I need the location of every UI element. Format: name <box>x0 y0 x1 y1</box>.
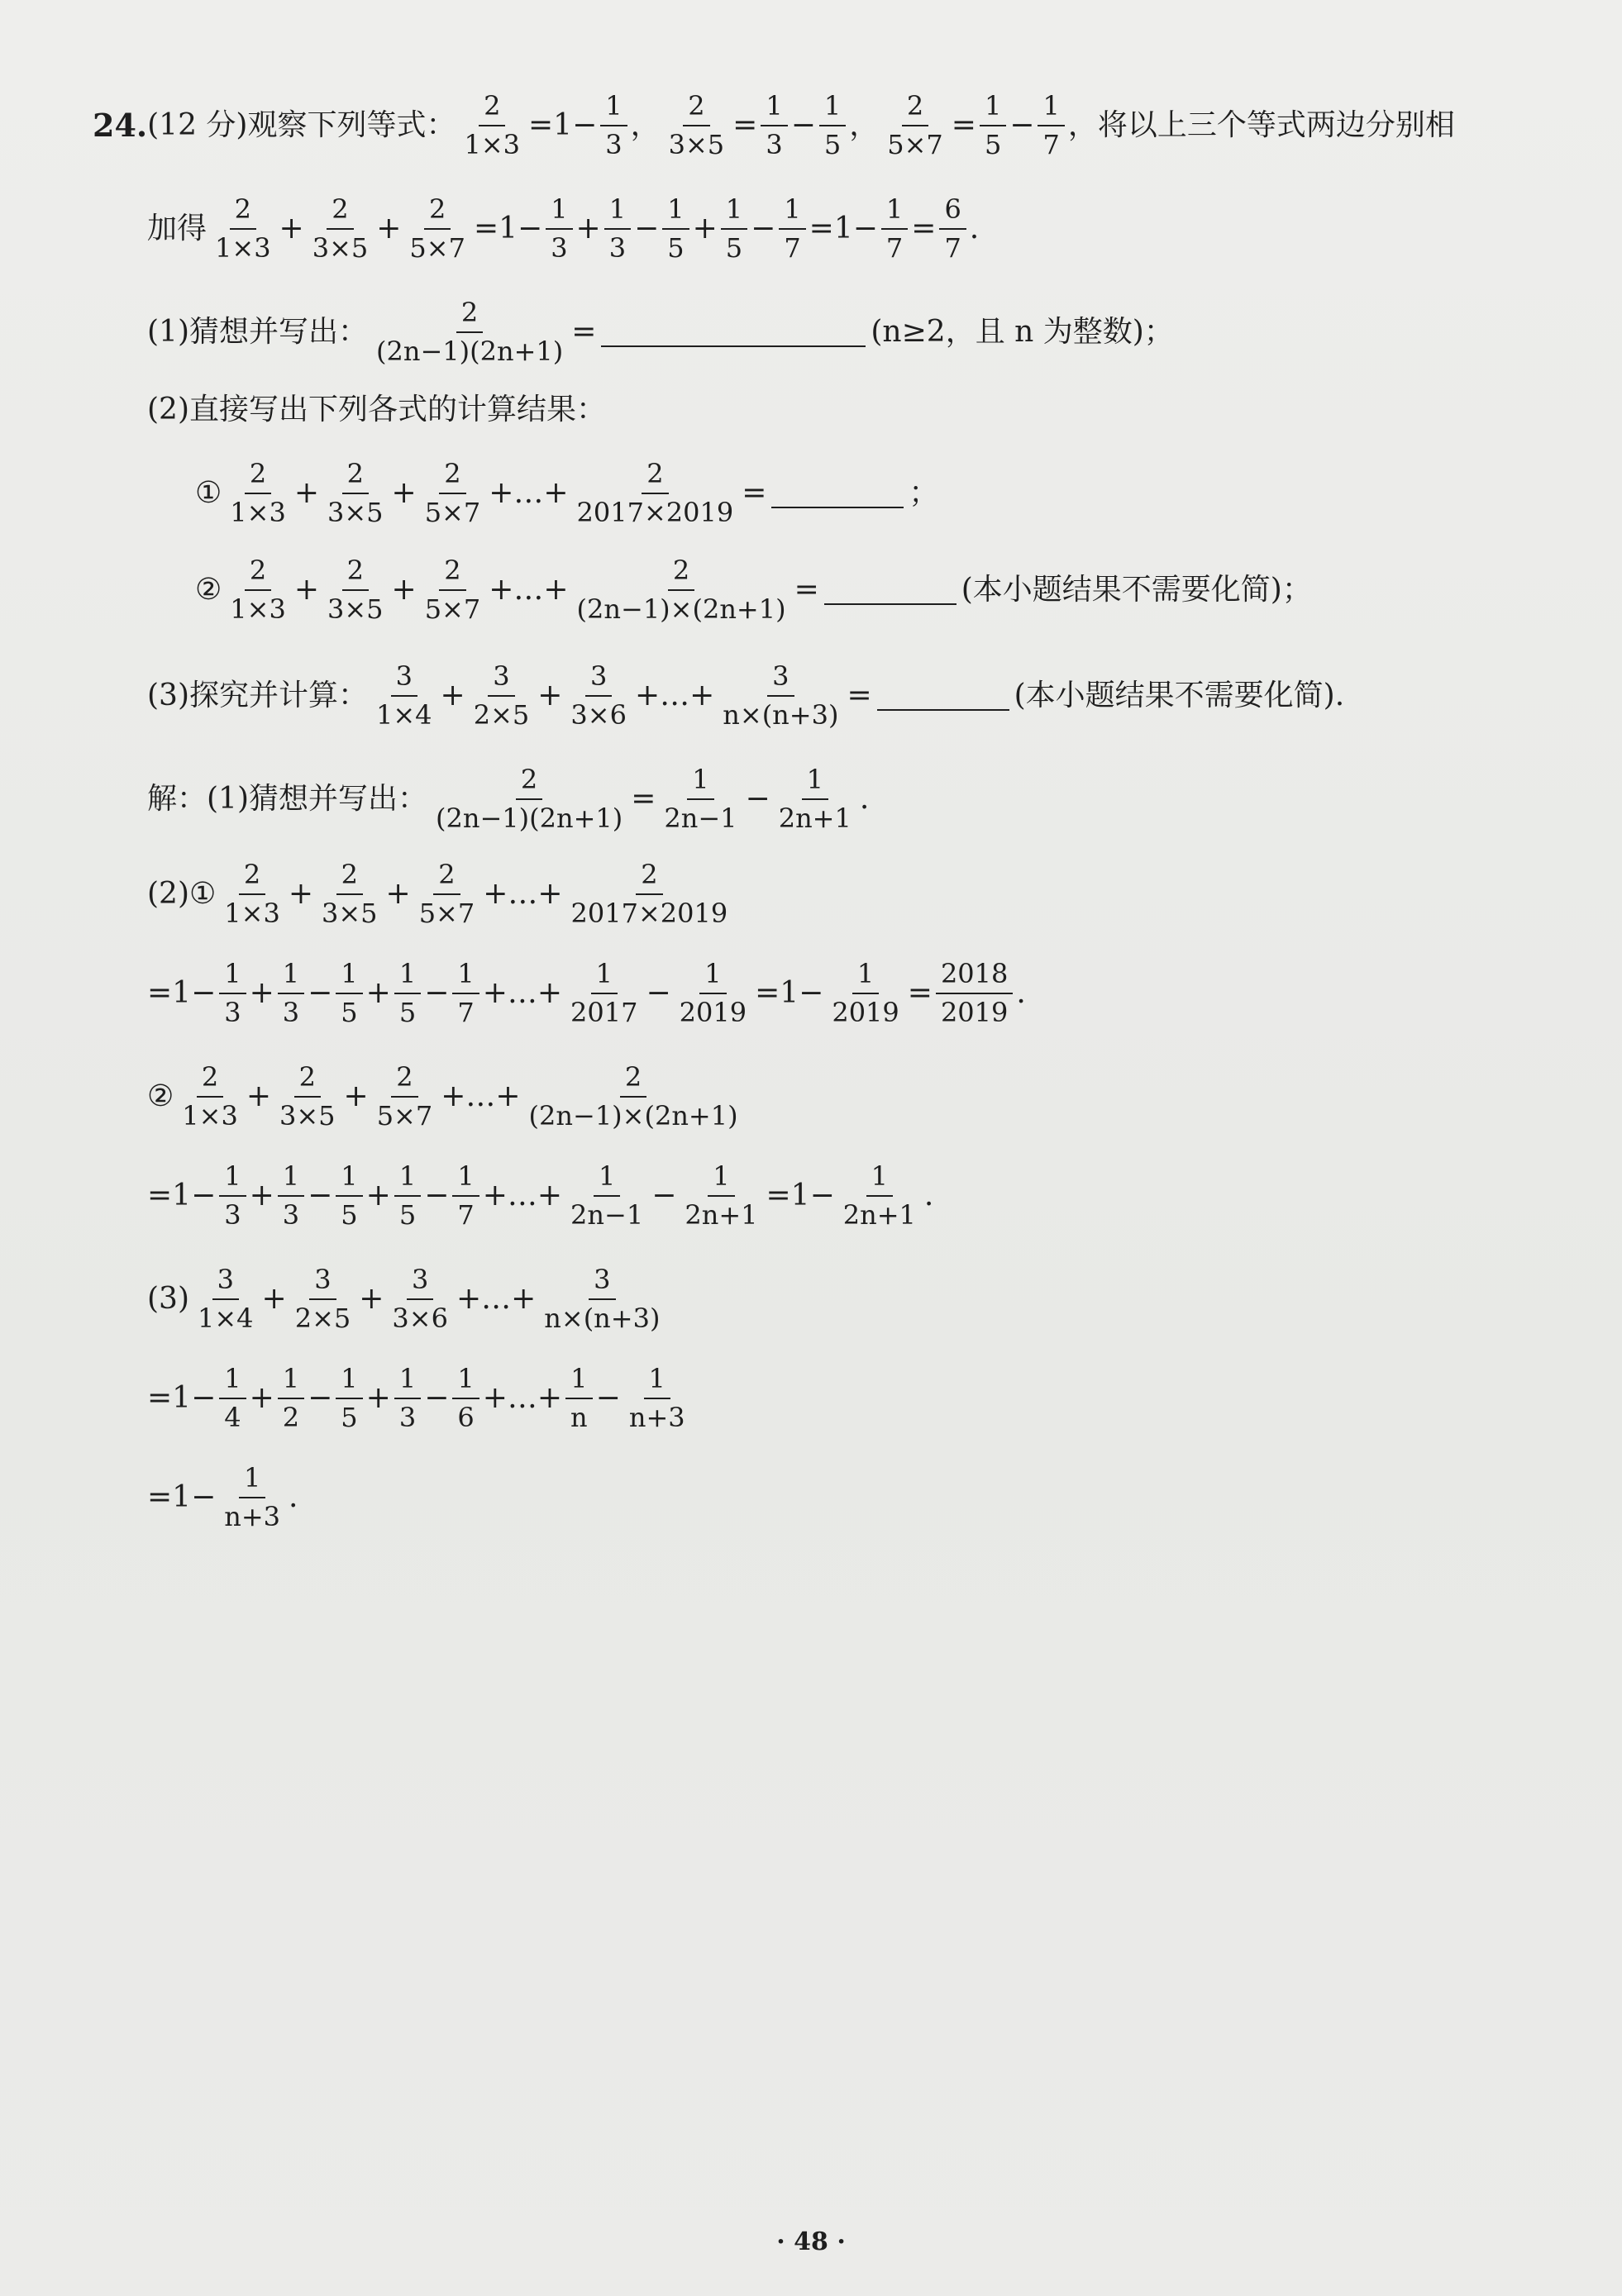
question-line-1: 24. (12 分) 观察下列等式： $\frac{2}{1\times 3}$ =1− $\frac{1}{3}$ ， $\frac{2}{3\times 5}$ = $\frac{1}{3}$ − $\frac{1}{5}$ ， $\frac{2}{5\times 7}$ = $\frac{1}{5}$ − $\frac{1}{7}$ ，将以上三个等式两边分别相 <box>93 90 1455 160</box>
answer-blank[interactable] <box>877 707 1009 711</box>
fraction: $\frac{2}{3\times 5}$ <box>327 555 384 625</box>
fraction: $\frac{3}{n\times(n+3)}$ <box>723 660 839 731</box>
fraction: $\frac{3}{2\times 5}$ <box>294 1264 351 1334</box>
fraction: $\frac{1}{5}$ <box>819 91 846 160</box>
fraction: $\frac{1}{3}$ <box>278 959 304 1028</box>
part-3-label: (3)探究并计算： <box>147 678 368 712</box>
part-2-item-1: ① $\frac{2}{1\times 3}$ + $\frac{2}{3\times 5}$ + $\frac{2}{5\times 7}$ +…+ $\frac{2}{2017\times 2019}$ = ； <box>195 458 939 528</box>
fraction: $\frac{1}{3}$ <box>278 1161 304 1231</box>
fraction: $\frac{1}{5}$ <box>394 1161 421 1231</box>
question-intro-tail: ，将以上三个等式两边分别相 <box>1067 107 1455 142</box>
part-1: (1)猜想并写出： $\frac{2}{(2n-1)(2n+1)}$ = (n≥2，且 n 为整数)； <box>147 297 1174 367</box>
fraction: $\frac{2}{3\times 5}$ <box>327 458 384 528</box>
solution-2b-line-1: ② $\frac{2}{1\times 3}$ + $\frac{2}{3\times 5}$ + $\frac{2}{5\times 7}$ +…+ $\frac{2}{(2n-1)\times(2n+1)}$ <box>147 1062 747 1131</box>
fraction: $\frac{1}{7}$ <box>1038 91 1064 160</box>
fraction: $\frac{2}{2017\times 2019}$ <box>576 458 734 528</box>
fraction: $\frac{1}{3}$ <box>219 959 246 1028</box>
fraction: $\frac{2}{5\times 7}$ <box>424 555 481 625</box>
solution-2a-line-2: =1− $\frac{1}{3}$ + $\frac{1}{3}$ − $\frac{1}{5}$ + $\frac{1}{5}$ − $\frac{1}{7}$ +…+ $\frac{1}{2017}$ − $\frac{1}{2019}$ =1− $\frac{1}{2019}$ = $\frac{2018}{2019}$ . <box>147 958 1026 1028</box>
fraction: $\frac{1}{2n-1}$ <box>570 1160 644 1231</box>
fraction: $\frac{3}{3\times 6}$ <box>570 660 627 731</box>
page-number: · 48 · <box>776 2227 846 2256</box>
fraction: $\frac{2}{3\times 5}$ <box>668 90 725 160</box>
solution-3-line-1: (3) $\frac{3}{1\times 4}$ + $\frac{3}{2\times 5}$ + $\frac{3}{3\times 6}$ +…+ $\frac{3}{n\times(n+3)}$ <box>147 1265 668 1334</box>
part-3-note: (本小题结果不需要化简). <box>1014 678 1345 712</box>
fraction: $\frac{1}{7}$ <box>452 959 479 1028</box>
fraction: $\frac{1}{7}$ <box>779 194 805 264</box>
part-1-label: (1)猜想并写出： <box>147 314 368 349</box>
fraction: $\frac{2}{1\times 3}$ <box>182 1061 238 1131</box>
fraction: $\frac{1}{3}$ <box>219 1161 246 1231</box>
fraction: $\frac{2}{5\times 7}$ <box>418 859 475 929</box>
fraction: $\frac{2}{3\times 5}$ <box>279 1061 336 1131</box>
part-2-item-2: ② $\frac{2}{1\times 3}$ + $\frac{2}{3\times 5}$ + $\frac{2}{5\times 7}$ +…+ $\frac{2}{(2n-1)\times(2n+1)}$ = (本小题结果不需要化简)； <box>195 555 1312 625</box>
solution-3-line-2: =1− $\frac{1}{4}$ + $\frac{1}{2}$ − $\frac{1}{5}$ + $\frac{1}{3}$ − $\frac{1}{6}$ +…+ $\frac{1}{n}$ − $\frac{1}{n+3}$ <box>147 1364 694 1433</box>
solution-1: 解：(1)猜想并写出： $\frac{2}{(2n-1)(2n+1)}$ = $\frac{1}{2n-1}$ − $\frac{1}{2n+1}$ . <box>147 764 870 834</box>
fraction: $\frac{1}{3}$ <box>600 91 627 160</box>
fraction: $\frac{3}{3\times 6}$ <box>392 1264 448 1334</box>
fraction: $\frac{2}{1\times 3}$ <box>230 458 286 528</box>
question-intro: 观察下列等式： <box>247 107 456 142</box>
fraction: $\frac{1}{3}$ <box>604 194 631 264</box>
question-points: (12 分) <box>147 107 248 142</box>
solution-2a-line-1: (2)① $\frac{2}{1\times 3}$ + $\frac{2}{3\times 5}$ + $\frac{2}{5\times 7}$ +…+ $\frac{2}{2017\times 2019}$ <box>147 860 736 929</box>
fraction: $\frac{1}{3}$ <box>394 1364 421 1433</box>
fraction: $\frac{3}{n\times(n+3)}$ <box>544 1264 661 1334</box>
part-2-note: (本小题结果不需要化简)； <box>961 572 1312 607</box>
fraction: $\frac{2}{5\times 7}$ <box>887 90 943 160</box>
fraction: $\frac{1}{2017}$ <box>570 958 638 1028</box>
question-line-2: 加得 $\frac{2}{1\times 3}$ + $\frac{2}{3\times 5}$ + $\frac{2}{5\times 7}$ =1− $\frac{1}{3}$ + $\frac{1}{3}$ − $\frac{1}{5}$ + $\frac{1}{5}$ − $\frac{1}{7}$ =1− $\frac{1}{7}$ = $\frac{6}{7}$ . <box>147 193 980 264</box>
answer-blank[interactable] <box>771 505 904 508</box>
fraction: $\frac{2}{3\times 5}$ <box>321 859 378 929</box>
answer-blank[interactable] <box>601 344 866 347</box>
fraction: $\frac{2}{(2n-1)(2n+1)}$ <box>436 764 623 834</box>
fraction: $\frac{2}{5\times 7}$ <box>409 193 465 264</box>
fraction: $\frac{2}{(2n-1)(2n+1)}$ <box>376 297 564 367</box>
part-2-label: (2)直接写出下列各式的计算结果： <box>147 393 606 426</box>
fraction: $\frac{1}{7}$ <box>452 1161 479 1231</box>
question-number: 24. <box>93 106 148 144</box>
fraction: $\frac{2}{(2n-1)\times(2n+1)}$ <box>576 555 786 625</box>
part-1-condition: (n≥2，且 n 为整数)； <box>871 314 1174 349</box>
fraction: $\frac{1}{n}$ <box>565 1364 593 1433</box>
fraction: $\frac{2}{1\times 3}$ <box>230 555 286 625</box>
fraction: $\frac{1}{5}$ <box>336 1364 362 1433</box>
answer-blank[interactable] <box>824 602 957 605</box>
fraction: $\frac{1}{5}$ <box>721 194 747 264</box>
fraction: $\frac{1}{5}$ <box>336 959 362 1028</box>
solution-2b-line-2: =1− $\frac{1}{3}$ + $\frac{1}{3}$ − $\frac{1}{5}$ + $\frac{1}{5}$ − $\frac{1}{7}$ +…+ $\frac{1}{2n-1}$ − $\frac{1}{2n+1}$ =1− $\frac{1}{2n+1}$ . <box>147 1160 934 1231</box>
fraction: $\frac{1}{2n+1}$ <box>685 1160 758 1231</box>
fraction: $\frac{1}{5}$ <box>980 91 1006 160</box>
fraction: $\frac{1}{2n-1}$ <box>664 764 737 834</box>
fraction: $\frac{3}{1\times 4}$ <box>376 660 432 731</box>
fraction: $\frac{1}{2n+1}$ <box>842 1160 916 1231</box>
fraction: $\frac{2}{5\times 7}$ <box>376 1061 433 1131</box>
fraction: $\frac{3}{1\times 4}$ <box>198 1264 254 1334</box>
fraction: $\frac{1}{2}$ <box>278 1364 304 1433</box>
fraction: $\frac{6}{7}$ <box>939 194 966 264</box>
fraction: $\frac{1}{3}$ <box>761 91 787 160</box>
fraction: $\frac{3}{2\times 5}$ <box>473 660 530 731</box>
fraction: $\frac{1}{4}$ <box>219 1364 246 1433</box>
fraction: $\frac{1}{n+3}$ <box>628 1363 685 1433</box>
fraction: $\frac{2}{5\times 7}$ <box>424 458 481 528</box>
fraction: $\frac{1}{2019}$ <box>832 958 899 1028</box>
fraction: $\frac{1}{n+3}$ <box>224 1462 281 1532</box>
fraction: $\frac{1}{5}$ <box>394 959 421 1028</box>
fraction: $\frac{1}{7}$ <box>881 194 908 264</box>
fraction: $\frac{1}{3}$ <box>546 194 572 264</box>
fraction: $\frac{1}{5}$ <box>662 194 689 264</box>
fraction: $\frac{2}{2017\times 2019}$ <box>570 859 728 929</box>
solution-3-line-3: =1− $\frac{1}{n+3}$ . <box>147 1462 298 1532</box>
fraction: $\frac{2}{(2n-1)\times(2n+1)}$ <box>528 1061 738 1131</box>
fraction: $\frac{2}{3\times 5}$ <box>312 193 369 264</box>
fraction: $\frac{1}{2019}$ <box>679 958 747 1028</box>
fraction: $\frac{2}{1\times 3}$ <box>464 90 521 160</box>
fraction: $\frac{1}{5}$ <box>336 1161 362 1231</box>
fraction: $\frac{2}{1\times 3}$ <box>224 859 280 929</box>
fraction: $\frac{2}{1\times 3}$ <box>215 193 271 264</box>
fraction: $\frac{2018}{2019}$ <box>936 959 1013 1028</box>
fraction: $\frac{1}{6}$ <box>452 1364 479 1433</box>
part-3: (3)探究并计算： $\frac{3}{1\times 4}$ + $\frac{3}{2\times 5}$ + $\frac{3}{3\times 6}$ +…+ $\frac{3}{n\times(n+3)}$ = (本小题结果不需要化简). <box>147 660 1345 731</box>
fraction: $\frac{1}{2n+1}$ <box>778 764 852 834</box>
